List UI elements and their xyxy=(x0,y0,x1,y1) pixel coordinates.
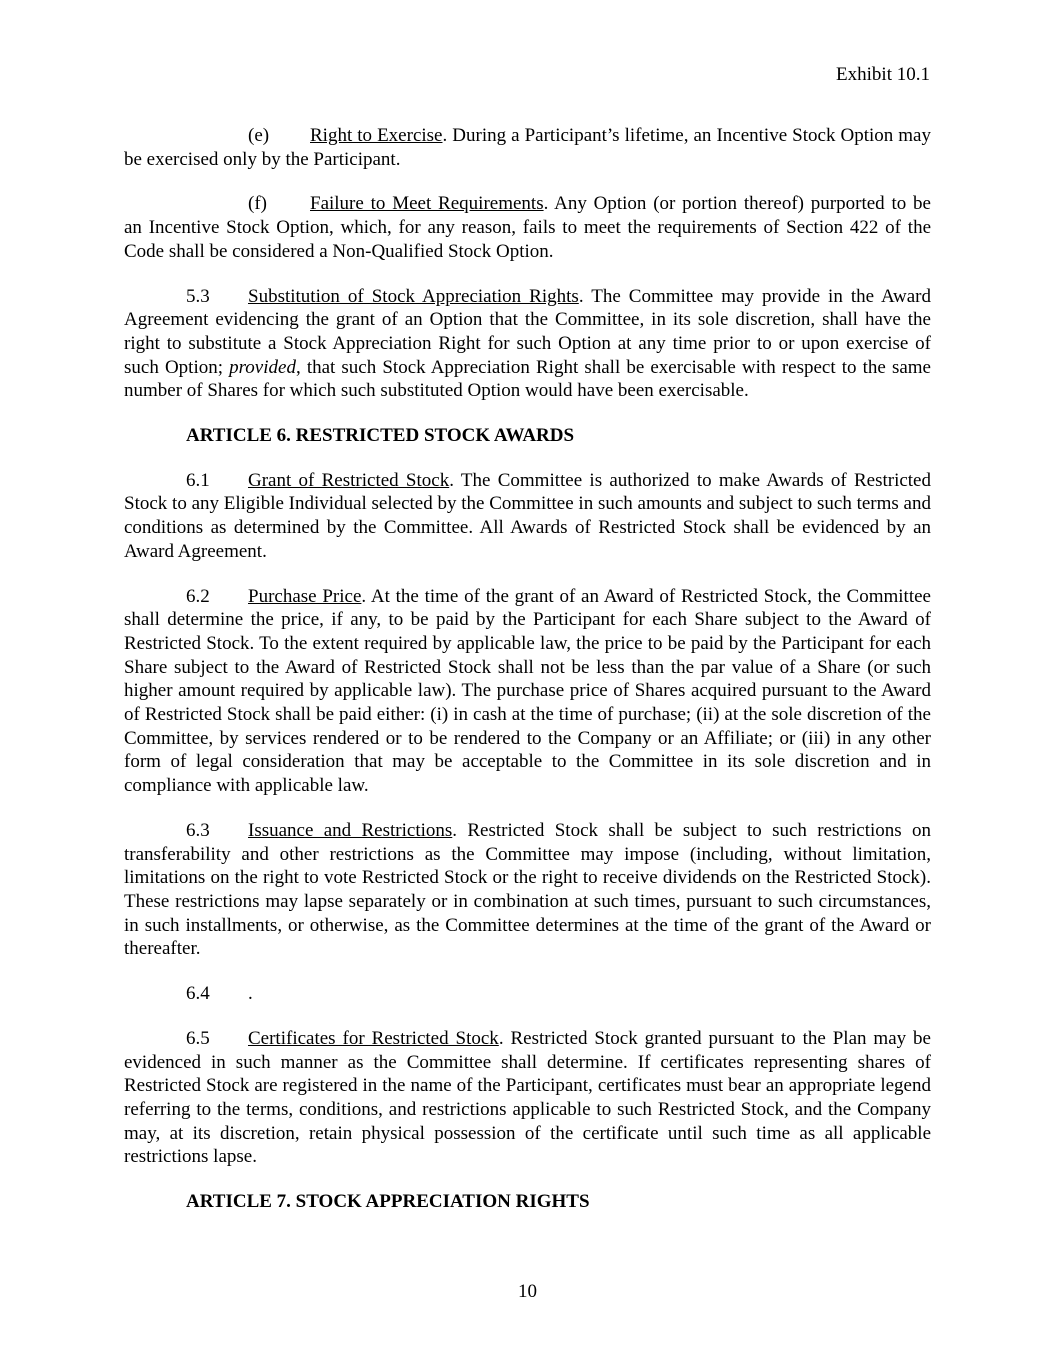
section-text: . The Committee may provide in the Award Agreement evidencing the grant of an Option that the Committee, in its sole discretion, shall have the right to substitute a Stock Appreciation Right for such Option at any time prior to or upon exercise of such Option; xyxy=(124,285,931,378)
page-number: 10 xyxy=(518,1281,537,1302)
section-number: 6.2 xyxy=(186,585,210,607)
section-number: 6.5 xyxy=(186,1027,210,1049)
section-6-4 xyxy=(124,982,931,1006)
section-6-2 xyxy=(124,585,931,798)
section-6-1 xyxy=(124,469,931,564)
section-italic-term: provided xyxy=(229,356,296,378)
section-heading: Grant of Restricted Stock xyxy=(248,469,450,491)
section-heading: Issuance and Restrictions xyxy=(248,819,453,841)
article-6-heading: ARTICLE 6. RESTRICTED STOCK AWARDS xyxy=(186,425,575,447)
section-e xyxy=(124,124,931,171)
section-text: . During a Participant’s lifetime, an Incentive Stock Option may be exercised only by the Participant. xyxy=(124,125,931,170)
exhibit-label: Exhibit 10.1 xyxy=(836,64,930,85)
section-text: . xyxy=(248,983,253,1005)
section-number: 5.3 xyxy=(186,285,210,307)
section-heading: Failure to Meet Requirements xyxy=(310,193,544,215)
section-heading: Certificates for Restricted Stock xyxy=(248,1027,499,1049)
section-number: 6.3 xyxy=(186,819,210,841)
section-number: 6.1 xyxy=(186,469,210,491)
section-number: 6.4 xyxy=(186,983,210,1005)
section-heading: Substitution of Stock Appreciation Rights xyxy=(248,285,579,307)
section-f xyxy=(124,192,931,263)
section-heading: Right to Exercise xyxy=(310,125,443,146)
section-text-continued: , that such Stock Appreciation Right shall be exercisable with respect to the same number of Shares for which such substituted Option would have been exercisable. xyxy=(124,356,931,402)
section-5-3 xyxy=(124,285,931,404)
article-7-heading: ARTICLE 7. STOCK APPRECIATION RIGHTS xyxy=(186,1191,590,1213)
section-number: (e) xyxy=(248,125,270,146)
document-body xyxy=(124,124,931,1235)
section-text: . The Committee is authorized to make Awards of Restricted Stock to any Eligible Individual selected by the Committee in such amounts and subject to such terms and conditions as determined by the Committee. All Awards of Restricted Stock shall be evidenced by an Award Agreement. xyxy=(124,469,931,562)
section-6-5 xyxy=(124,1027,931,1169)
section-number: (f) xyxy=(248,193,267,215)
section-text: . Restricted Stock shall be subject to such restrictions on transferability and other restrictions as the Committee may impose (including, without limitation, limitations on the right to vote Restricted Stock or the right to receive dividends on the Restricted Stock). These restrictions may lapse separately or in combination at such times, pursuant to such circumstances, in such installments, or otherwise, as the Committee determines at the time of the grant of the Award or thereafter. xyxy=(124,819,931,960)
section-text: . At the time of the grant of an Award of Restricted Stock, the Committee shall determine the price, if any, to be paid by the Participant for each Share subject to the Award of Restricted Stock. To the extent required by applicable law, the price to be paid by the Participant for each Share subject to the Award of Restricted Stock shall not be less than the par value of a Share (or such higher amount required by applicable law). The purchase price of Shares acquired pursuant to the Award of Restricted Stock shall be paid either: (i) in cash at the time of purchase; (ii) at the sole discretion of the Committee, by services rendered or to be rendered to the Company or an Affiliate; or (iii) in any other form of legal consideration that may be acceptable to the Committee in its sole discretion and in compliance with applicable law. xyxy=(124,585,931,797)
section-6-3 xyxy=(124,819,931,961)
section-text: . Any Option (or portion thereof) purported to be an Incentive Stock Option, which, for any reason, fails to meet the requirements of Section 422 of the Code shall be considered a Non-Qualified Stock Option. xyxy=(124,193,931,262)
section-heading: Purchase Price xyxy=(248,585,362,607)
section-text: . Restricted Stock granted pursuant to the Plan may be evidenced in such manner as the Committee shall determine. If certificates representing shares of Restricted Stock are registered in the name of the Participant, certificates must bear an appropriate legend referring to the terms, conditions, and restrictions applicable to such Restricted Stock, and the Company may, at its discretion, retain physical possession of the certificate until such time as all applicable restrictions lapse. xyxy=(124,1027,931,1168)
